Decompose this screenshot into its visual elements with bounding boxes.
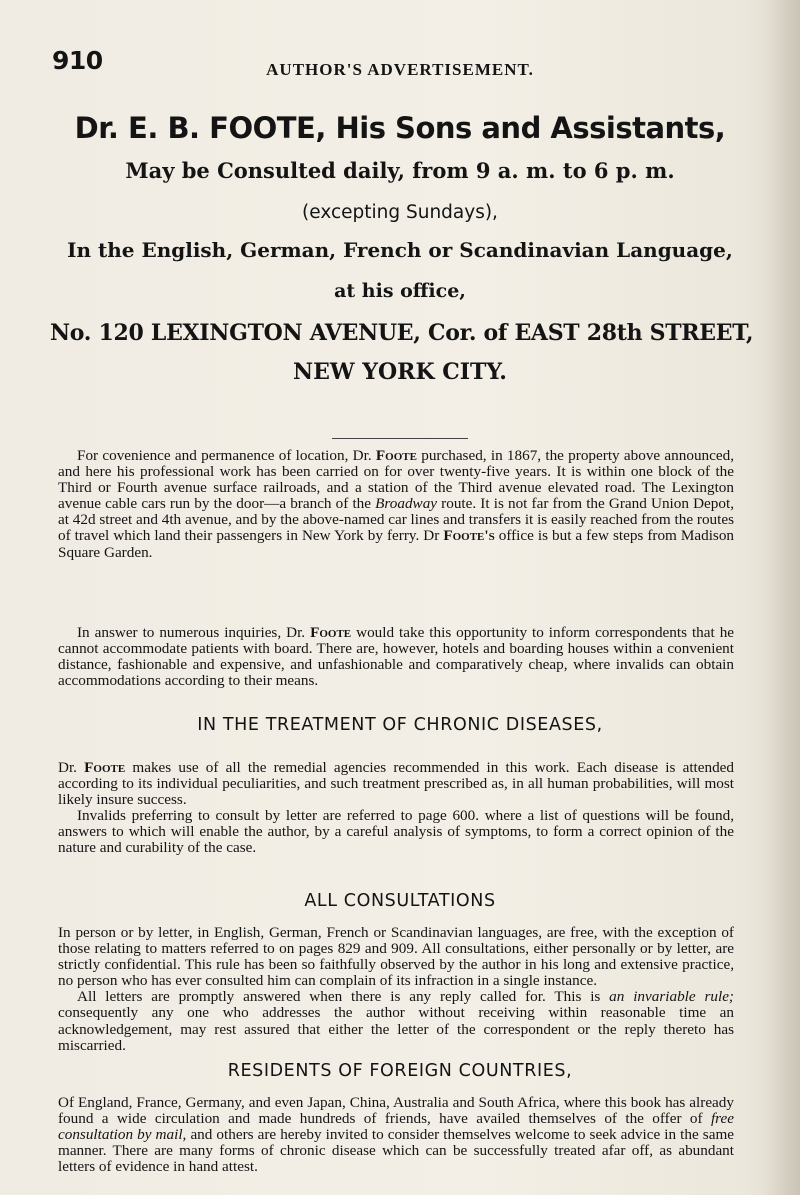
text-run: Of England, France, Germany, and even Japan, China, Australia and South Africa, where this book has already found a wide circulation and made hundreds of friends, have availed themselves of the offer of (58, 1094, 734, 1128)
text-run: office is but a few steps from Madison Square Garden. (58, 527, 735, 561)
title-city-line: NEW YORK CITY. (293, 359, 507, 385)
title-office-line: at his office, (334, 280, 466, 302)
location-section (58, 448, 734, 561)
title-name-line: Dr. E. B. FOOTE, His Sons and Assistants, (74, 111, 726, 145)
text-run: and others are hereby invited to consider themselves welcome to seek advice in the same manner. There are many forms of chronic disease which can be successfully treated afar off, as abundant letters of evidence in hand attest. (58, 1126, 735, 1176)
text-run: would take this opportunity to inform correspondents that he cannot accommodate patients with board. There are, however, hotels and boarding houses within a convenient distance, fashionable and expensive, and unfashionable and comparatively cheap, where invalids can obtain accommodations according to their means. (58, 624, 735, 690)
letter-consult-paragraph: Invalids preferring to consult by letter are referred to page 600. where a list of questions will be found, answers to which will enable the author, by a careful analysis of symptoms, to form a correct opinion of the nature and curability of the case. (58, 807, 734, 857)
foreign-paragraph (58, 1095, 734, 1175)
italic-phrase: free consultation by mail, (58, 1110, 734, 1144)
page-edge-shadow (766, 0, 800, 1195)
text-run: makes use of all the remedial agencies recommended in this work. Each disease is attended according to its individual peculiarities, and such treatment prescribed as, in all human probabilities, will most likely insure success. (58, 759, 735, 809)
page-number: 910 (52, 46, 103, 75)
correspondents-section (58, 625, 734, 689)
chronic-section (58, 760, 734, 857)
running-head: AUTHOR'S ADVERTISEMENT. (266, 60, 534, 79)
chronic-diseases-heading: IN THE TREATMENT OF CHRONIC DISEASES, (197, 715, 603, 735)
languages-paragraph: In person or by letter, in English, German, French or Scandinavian languages, are free, with the exception of those relating to matters referred to on pages 829 and 909. All consultations, either personally or by letter, are strictly confidential. This rule has been so faithfully observed by the author in his long and extensive practice, no person who has ever consulted him can complain of its infraction in a single instance. (58, 924, 734, 990)
name-foote: Foote's (443, 527, 495, 545)
name-foote: Foote (375, 447, 417, 464)
title-excepting-line: (excepting Sundays), (302, 202, 498, 223)
letters-answered-paragraph (58, 989, 734, 1053)
text-run: Dr. (58, 759, 77, 776)
remedial-paragraph (58, 760, 734, 808)
foreign-residents-heading: RESIDENTS OF FOREIGN COUNTRIES, (227, 1061, 573, 1081)
location-paragraph (58, 448, 734, 561)
text-run: In answer to numerous inquiries, Dr. (77, 624, 306, 641)
text-run: purchased, in 1867, the property above announced, and here his professional work has been carried on for over twenty-five years. It is within one block of the Third or Fourth avenue surface railroads, and a station of the Third avenue elevated road. The Lexington avenue cable cars run by the door—a branch of the (58, 447, 735, 513)
name-foote: Foote (84, 759, 126, 776)
page-header (0, 0, 800, 86)
divider-rule (332, 438, 468, 439)
advertisement-title-block (50, 108, 754, 392)
text-run: All letters are promptly answered when there is any reply called for. This is (77, 988, 601, 1006)
name-foote: Foote (310, 624, 352, 641)
consultations-heading: ALL CONSULTATIONS (304, 891, 496, 911)
consultations-section (58, 925, 734, 1054)
text-run: consequently any one who addresses the author without receiving within reasonable time an acknowledgement, may rest assured that either the letter of the correspondent or the reply thereto has miscarried. (58, 1004, 734, 1054)
route-name: Broadway (375, 495, 438, 513)
title-hours-line: May be Consulted daily, from 9 a. m. to 6 p. m. (125, 158, 675, 183)
foreign-section (58, 1095, 734, 1175)
title-languages-line: In the English, German, French or Scandinavian Language, (67, 238, 733, 262)
text-run: route. It is not far from the Grand Union Depot, at 42d street and 4th avenue, and by the above-named car lines and transfers it is easily reached from the routes of travel which land their passengers in New York by ferry. Dr (58, 495, 735, 545)
title-address-line: No. 120 LEXINGTON AVENUE, Cor. of EAST 28th STREET, (50, 320, 754, 346)
text-run: For covenience and permanence of location, Dr. (77, 447, 372, 464)
italic-phrase: an invariable rule; (609, 988, 734, 1006)
correspondents-paragraph (58, 625, 734, 689)
